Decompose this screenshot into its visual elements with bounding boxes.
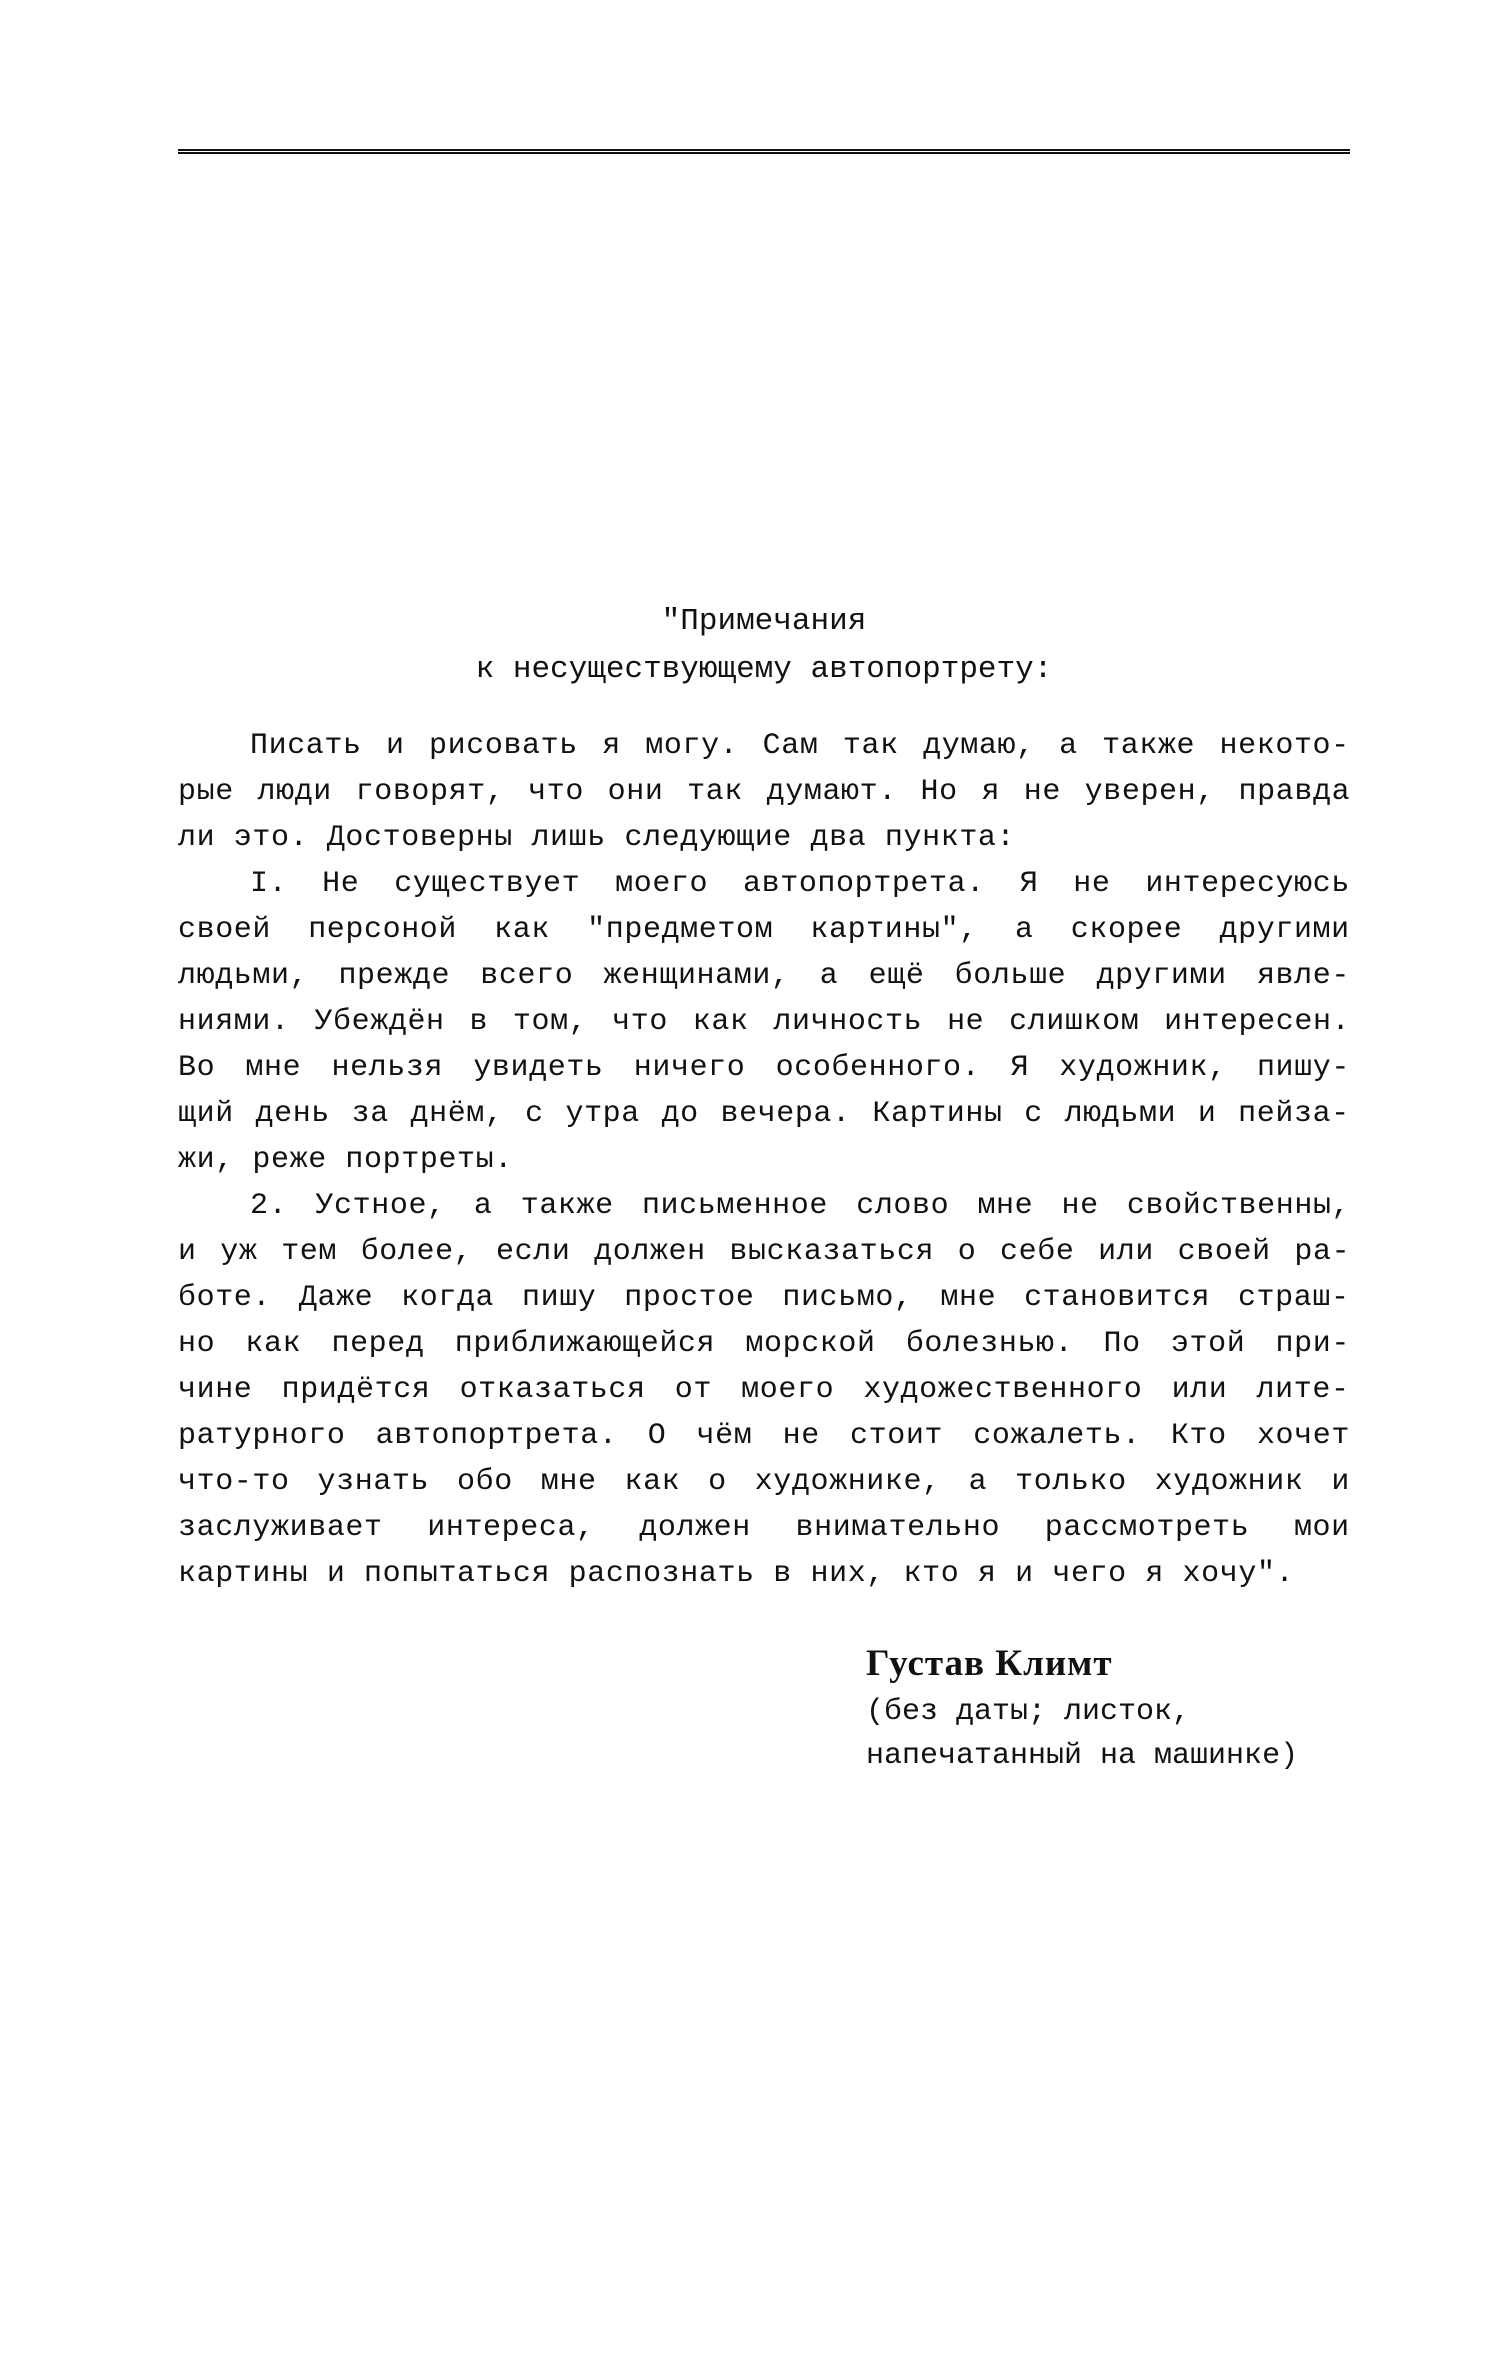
- signature-note-line-1: (без даты; листок,: [866, 1695, 1191, 1729]
- document-body: [178, 723, 1350, 1597]
- body-line: ли это. Достоверны лишь следующие два пункта:: [178, 821, 1016, 855]
- body-line: и уж тем более, если должен высказаться о себе или своей ра-: [178, 1235, 1350, 1269]
- body-line: жи, реже портреты.: [178, 1143, 513, 1177]
- title-line-2: к несуществующему автопортрету:: [475, 652, 1053, 687]
- body-line: но как перед приближающейся морской болезнью. По этой при-: [178, 1327, 1350, 1361]
- body-line: боте. Даже когда пишу простое письмо, мне становится страш-: [178, 1281, 1350, 1315]
- signature-block: [866, 1638, 1350, 1778]
- body-line: что-то узнать обо мне как о художнике, а только художник и: [178, 1465, 1350, 1499]
- body-line: 2. Устное, а также письменное слово мне не свойственны,: [250, 1189, 1350, 1223]
- body-line: Писать и рисовать я могу. Сам так думаю, а также некото-: [250, 729, 1350, 763]
- body-line: ниями. Убеждён в том, что как личность не слишком интересен.: [178, 1005, 1350, 1039]
- signature-note-line-2: напечатанный на машинке): [866, 1739, 1299, 1773]
- top-double-rule: [178, 149, 1350, 154]
- body-line: I. Не существует моего автопортрета. Я не интересуюсь: [250, 867, 1350, 901]
- document-title: [178, 598, 1350, 694]
- body-line: щий день за днём, с утра до вечера. Картины с людьми и пейза-: [178, 1097, 1350, 1131]
- author-name: Густав Климт: [866, 1643, 1113, 1684]
- body-line: своей персоной как "предметом картины", а скорее другими: [178, 913, 1350, 947]
- body-line: ратурного автопортрета. О чём не стоит сожалеть. Кто хочет: [178, 1419, 1350, 1453]
- body-line: людьми, прежде всего женщинами, а ещё больше другими явле-: [178, 959, 1350, 993]
- body-line: картины и попытаться распознать в них, кто я и чего я хочу".: [178, 1557, 1295, 1591]
- body-line: заслуживает интереса, должен внимательно рассмотреть мои: [178, 1511, 1350, 1545]
- body-line: чине придётся отказаться от моего художественного или лите-: [178, 1373, 1350, 1407]
- body-line: Во мне нельзя увидеть ничего особенного. Я художник, пишу-: [178, 1051, 1350, 1085]
- title-line-1: "Примечания: [661, 604, 867, 639]
- body-line: рые люди говорят, что они так думают. Но я не уверен, правда: [178, 775, 1350, 809]
